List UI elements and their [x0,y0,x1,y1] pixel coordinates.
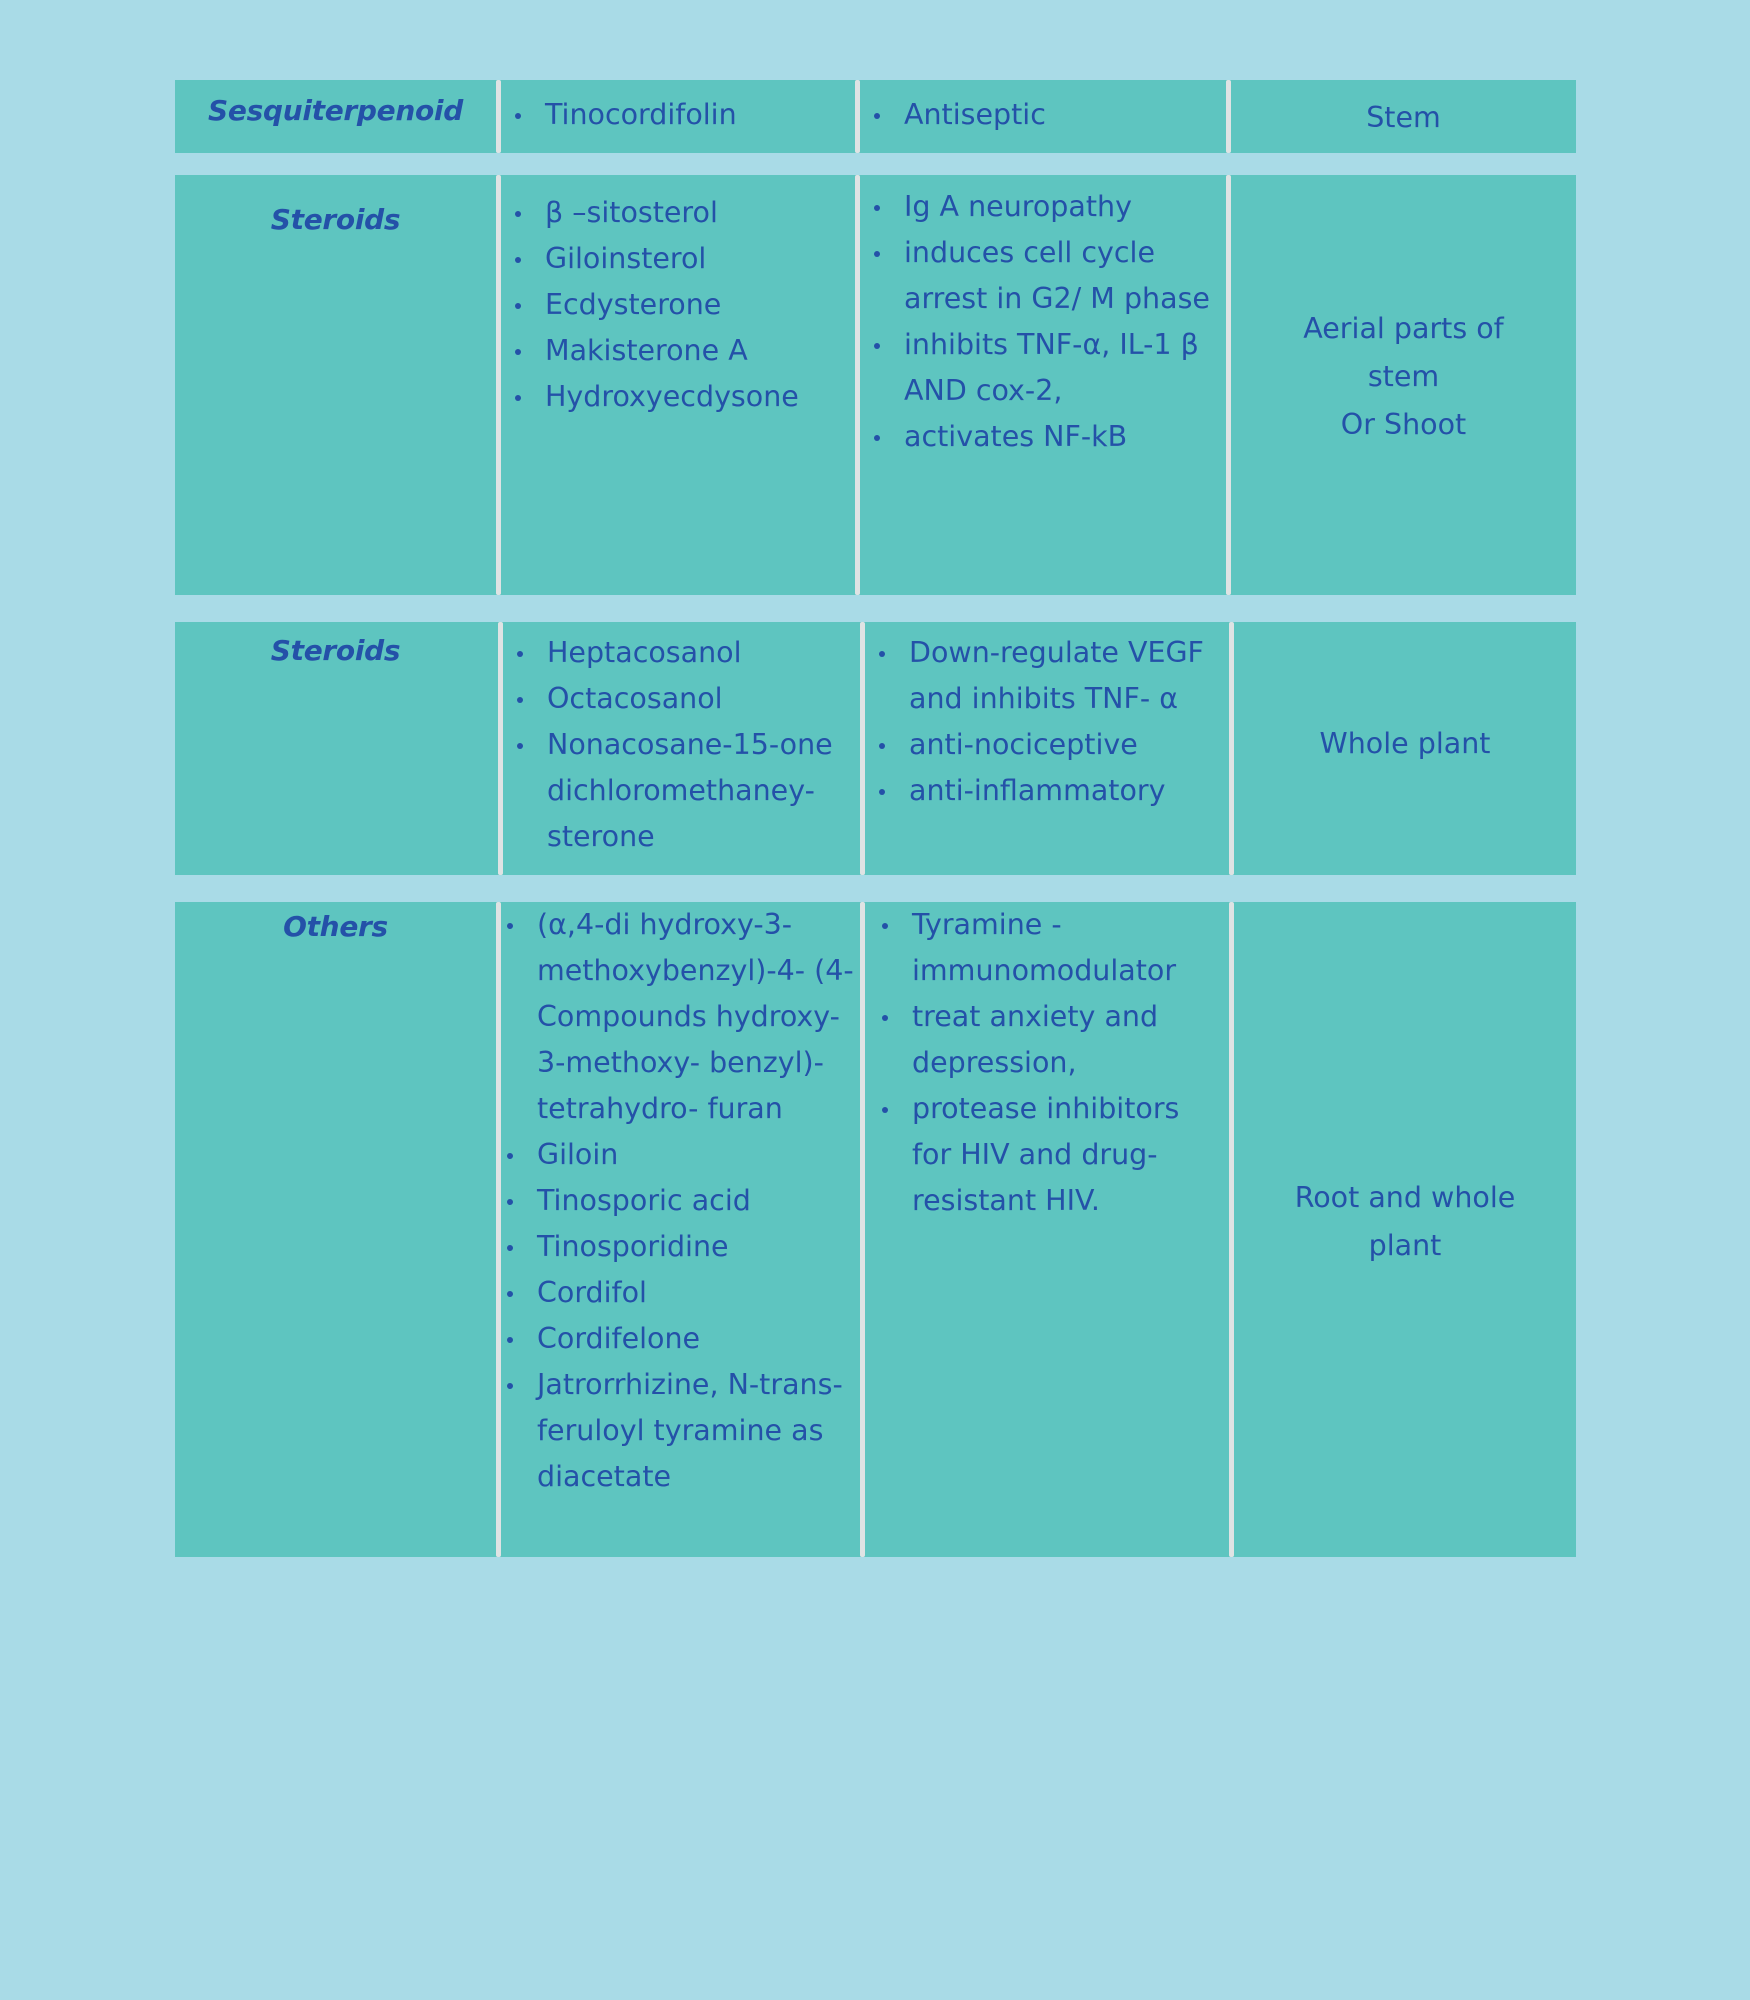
class-cell [175,80,496,153]
activities-list [860,92,1228,138]
compounds-list [501,92,856,138]
compounds-cell [501,80,856,153]
list-item: Nonacosane-15-one dichloromethaney- sterone [503,722,851,860]
list-item: Jatrorrhizine, N-trans- feruloyl tyramine as diacetate [493,1362,857,1500]
list-item: Makisterone A [501,328,856,374]
activities-list [865,630,1224,814]
compounds-list [493,902,857,1500]
plant-part-cell [1231,80,1576,153]
list-item: inhibits TNF-α, IL-1 β AND cox-2, [860,322,1219,414]
plant-part-line: Aerial parts of [1303,312,1504,345]
compounds-list [503,630,851,860]
compounds-list [501,190,856,420]
list-item: β –sitosterol [501,190,856,236]
compounds-cell [493,902,863,1557]
table-row [175,622,1576,875]
list-item: Cordifelone [493,1316,857,1362]
class-label: Steroids [270,203,401,236]
activities-cell [860,80,1228,153]
list-item: anti-nociceptive [865,722,1224,768]
plant-part-cell [1234,622,1576,875]
plant-part-cell [1234,902,1576,1557]
list-item: Tinocordifolin [501,92,856,138]
list-item: induces cell cycle arrest in G2/ M phase [860,230,1219,322]
compounds-cell [501,175,856,595]
table-row [175,175,1576,595]
plant-part-line: Whole plant [1319,727,1491,760]
plant-part-cell [1231,175,1576,595]
list-item: Giloinsterol [501,236,856,282]
table-row [175,902,1576,1557]
activities-list [868,902,1202,1224]
class-label: Sesquiterpenoid [208,94,463,127]
list-item: Down-regulate VEGF and inhibits TNF- α [865,630,1224,722]
plant-part-line: plant [1368,1229,1442,1262]
class-label: Others [283,910,388,943]
list-item: treat anxiety and depression, [868,994,1202,1086]
list-item: Tinosporic acid [493,1178,857,1224]
list-item: Heptacosanol [503,630,851,676]
class-cell [175,622,496,875]
class-label: Steroids [270,634,401,667]
activities-cell [868,902,1208,1557]
column-divider [860,902,865,1557]
list-item: Hydroxyecdysone [501,374,856,420]
activities-cell [865,622,1230,875]
list-item: Ig A neuropathy [860,184,1219,230]
plant-part-line: Stem [1366,101,1441,134]
list-item: Cordifol [493,1270,857,1316]
list-item: Ecdysterone [501,282,856,328]
list-item: (α,4-di hydroxy-3- methoxybenzyl)-4- (4-Compounds hydroxy-3-methoxy- benzyl)-tetrahydro- furan [493,902,857,1132]
plant-part-line: stem [1367,360,1440,393]
list-item: Tinosporidine [493,1224,857,1270]
list-item: Tyramine - immunomodulator [868,902,1202,994]
plant-part-line: Or Shoot [1340,408,1467,441]
activities-list [860,184,1219,460]
plant-part-line: Root and whole [1294,1181,1516,1214]
list-item: activates NF-kB [860,414,1219,460]
list-item: Octacosanol [503,676,851,722]
compounds-cell [503,622,861,875]
class-cell [175,902,496,1557]
list-item: Giloin [493,1132,857,1178]
list-item: Antiseptic [860,92,1228,138]
table-row [175,80,1576,153]
list-item: protease inhibitors for HIV and drug- resistant HIV. [868,1086,1202,1224]
class-cell [175,175,496,595]
activities-cell [860,175,1225,595]
list-item: anti-inflammatory [865,768,1224,814]
